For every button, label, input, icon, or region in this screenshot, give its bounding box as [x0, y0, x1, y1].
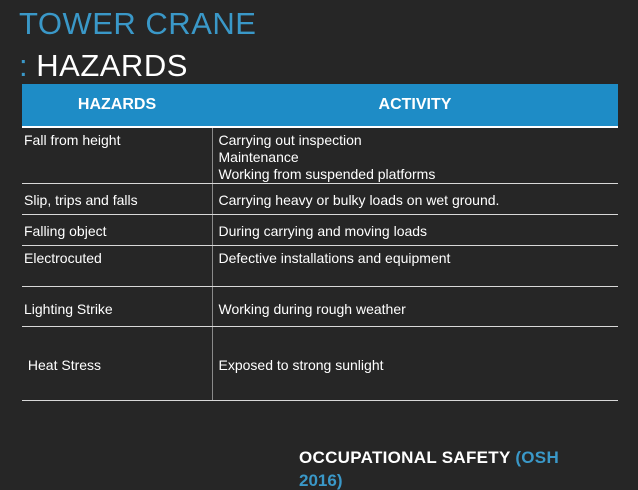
header-activity: ACTIVITY	[212, 84, 618, 127]
activity-line: Exposed to strong sunlight	[218, 357, 384, 373]
slide-subtitle	[19, 48, 188, 84]
activity-line: Working during rough weather	[218, 301, 406, 317]
activity-cell	[212, 127, 618, 184]
header-hazards: HAZARDS	[22, 84, 212, 127]
activity-cell	[212, 327, 618, 401]
activity-cell	[212, 246, 618, 287]
activity-cell	[212, 184, 618, 215]
subtitle-colon: :	[19, 48, 28, 83]
activity-line: Maintenance	[218, 149, 299, 165]
activity-line: During carrying and moving loads	[218, 223, 428, 239]
table-row	[22, 287, 618, 327]
hazards-table	[22, 84, 618, 401]
table-row	[22, 246, 618, 287]
subtitle-text: HAZARDS	[36, 48, 188, 83]
activity-line: Carrying heavy or bulky loads on wet ground.	[218, 192, 500, 208]
activity-line: Carrying out inspection	[218, 132, 362, 148]
hazard-cell: Lighting Strike	[22, 287, 212, 327]
activity-line: Defective installations and equipment	[218, 250, 451, 266]
footer-cutoff: 2016)	[299, 471, 343, 490]
footer-text	[299, 448, 559, 468]
activity-line: Working from suspended platforms	[218, 166, 436, 182]
table-row	[22, 327, 618, 401]
table-row	[22, 184, 618, 215]
table-header-row	[22, 84, 618, 127]
hazard-cell: Slip, trips and falls	[22, 184, 212, 215]
hazard-cell: Electrocuted	[22, 246, 212, 287]
table-row	[22, 215, 618, 246]
footer-accent: (OSH	[515, 448, 560, 467]
activity-cell	[212, 287, 618, 327]
table-row	[22, 127, 618, 184]
hazard-cell: Falling object	[22, 215, 212, 246]
hazard-cell: Heat Stress	[22, 327, 212, 401]
footer-title: OCCUPATIONAL SAFETY	[299, 448, 511, 467]
activity-cell	[212, 215, 618, 246]
slide-title: TOWER CRANE	[19, 6, 257, 41]
hazard-cell: Fall from height	[22, 127, 212, 184]
